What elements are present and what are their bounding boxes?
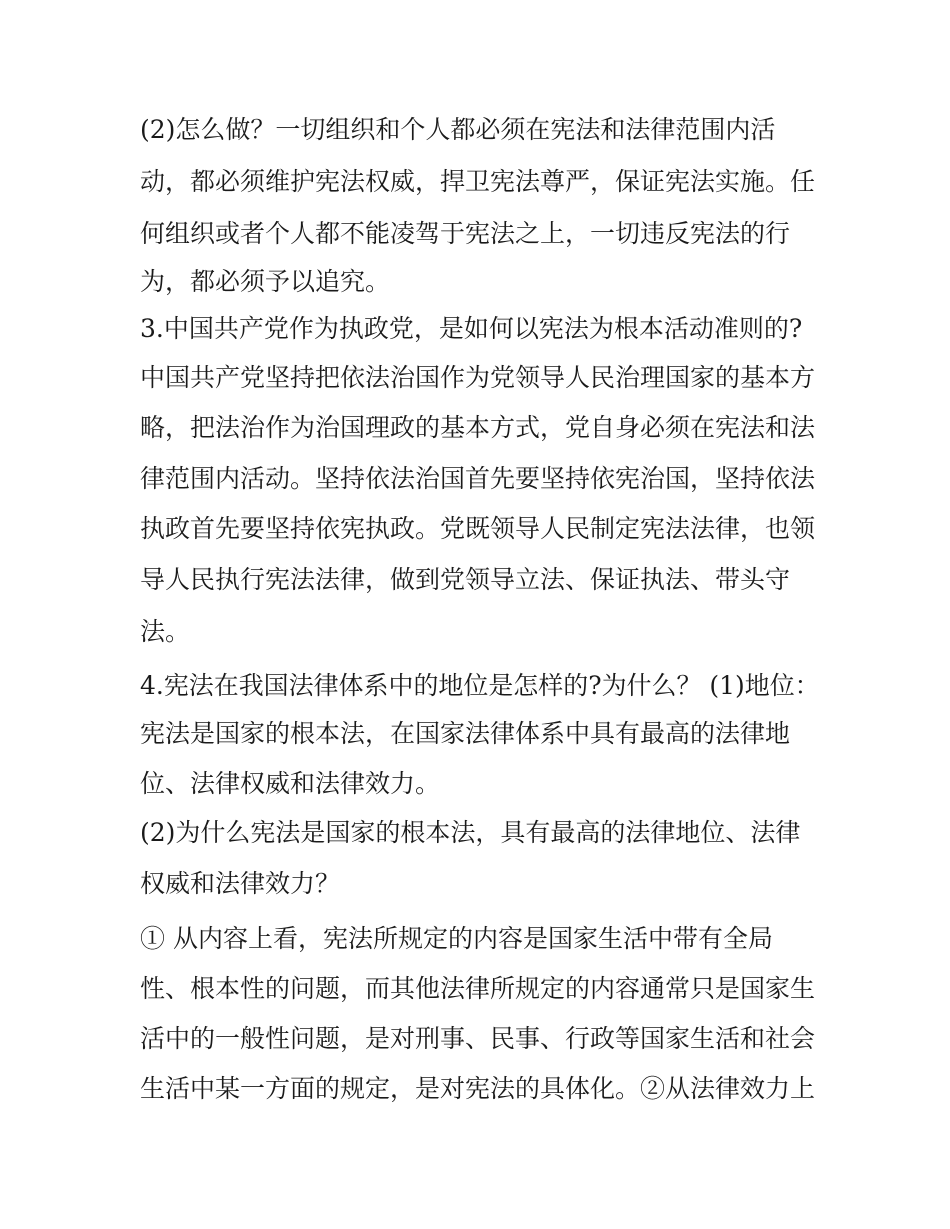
text-line: 中国共产党坚持把依法治国作为党领导人民治理国家的基本方 [140,363,816,392]
text-line: 活中的一般性问题，是对刑事、民事、行政等国家生活和社会 [140,1024,816,1053]
text-line: ① 从内容上看，宪法所规定的内容是国家生活中带有全局 [140,924,773,953]
question-heading: 3.中国共产党作为执政党，是如何以宪法为根本活动准则的? [140,314,803,343]
text-line: 权威和法律效力？ [140,869,341,898]
text-line: 何组织或者个人都不能凌驾于宪法之上，一切违反宪法的行 [140,219,791,248]
text-line: 导人民执行宪法法律，做到党领导立法、保证执法、带头守 [140,565,791,594]
text-line: 生活中某一方面的规定，是对宪法的具体化。②从法律效力上 [140,1074,816,1103]
question-heading: 4.宪法在我国法律体系中的地位是怎样的?为什么？ (1)地位： [140,671,820,700]
text-line: (2)为什么宪法是国家的根本法，具有最高的法律地位、法律 [140,818,801,847]
text-line: 位、法律权威和法律效力。 [140,769,441,798]
text-line: 法。 [140,617,191,646]
text-line: 略，把法治作为治国理政的基本方式，党自身必须在宪法和法 [140,413,816,442]
text-line: (2)怎么做？一切组织和个人都必须在宪法和法律范围内活 [140,115,776,144]
text-line: 动，都必须维护宪法权威，捍卫宪法尊严，保证宪法实施。任 [140,167,816,196]
text-line: 为，都必须予以追究。 [140,267,391,296]
text-line: 律范围内活动。坚持依法治国首先要坚持依宪治国，坚持依法 [140,464,816,493]
text-line: 性、根本性的问题，而其他法律所规定的内容通常只是国家生 [140,974,816,1003]
text-line: 执政首先要坚持依宪执政。党既领导人民制定宪法法律，也领 [140,514,816,543]
text-line: 宪法是国家的根本法，在国家法律体系中具有最高的法律地 [140,719,791,748]
